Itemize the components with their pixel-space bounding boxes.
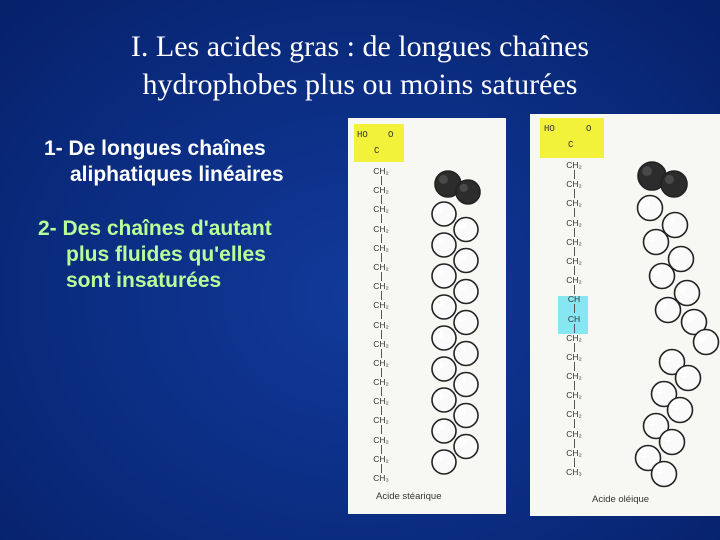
carbon-atom (676, 366, 701, 391)
carbon-atom (454, 218, 478, 242)
atom-highlight (697, 333, 706, 342)
oleic-space-filling-model (614, 150, 720, 490)
stearic-group-label: CH₂ (373, 415, 389, 426)
slide-title (0, 28, 720, 104)
chain-group (559, 333, 589, 352)
stearic-c-label: C (374, 146, 380, 156)
oleic-group-label: CH₂ (566, 428, 582, 439)
oleic-group-label: CH₂ (566, 160, 582, 170)
atom-highlight (458, 345, 466, 353)
atom-highlight (436, 330, 444, 338)
atom-highlight (458, 407, 466, 415)
chain-group (559, 467, 589, 486)
atom-highlight (436, 268, 444, 276)
atom-highlight (436, 299, 444, 307)
chain-group (366, 281, 396, 300)
bullet-linear-chains (44, 136, 284, 188)
oleic-group-label: CH₃ (566, 467, 582, 477)
bullet-1-line-1: 1- De longues chaînes (44, 137, 266, 160)
carbon-atom (694, 330, 719, 355)
chain-group (366, 224, 396, 243)
atom-highlight (647, 233, 656, 242)
chain-group (559, 352, 589, 371)
chain-group (559, 314, 589, 333)
carbon-atom (668, 398, 693, 423)
chain-group (366, 243, 396, 262)
atom-highlight (458, 376, 466, 384)
oleic-group-label: CH₂ (566, 236, 582, 247)
atom-highlight (436, 454, 444, 462)
chain-group (559, 409, 589, 428)
carbon-atom (454, 311, 478, 335)
carbon-atom (432, 326, 456, 350)
carbon-atom (454, 249, 478, 273)
atom-highlight (436, 237, 444, 245)
atom-highlight (663, 353, 672, 362)
stearic-group-label: CH₂ (373, 453, 389, 464)
stearic-group-label: CH₂ (373, 300, 389, 311)
atom-highlight (458, 438, 466, 446)
atom-highlight (663, 433, 672, 442)
chain-group (366, 435, 396, 454)
carbon-atom (644, 230, 669, 255)
chain-group (366, 358, 396, 377)
carbon-atom (432, 202, 456, 226)
bullet-1-line-2: aliphatiques linéaires (70, 163, 284, 186)
chain-group (559, 275, 589, 294)
stearic-group-label: CH₂ (373, 204, 389, 215)
chain-group (559, 448, 589, 467)
oleic-group-label: CH (567, 294, 581, 305)
oleic-group-label: CH₂ (566, 351, 582, 362)
bullet-2-line-1: 2- Des chaînes d'autant (38, 217, 272, 240)
stearic-group-label: CH₂ (373, 377, 389, 388)
chain-group (559, 179, 589, 198)
atom-highlight (659, 301, 668, 310)
oleic-group-label: CH₂ (566, 179, 582, 190)
oleic-group-label: CH₂ (566, 198, 582, 209)
chain-group (366, 339, 396, 358)
stearic-group-label: CH₂ (373, 396, 389, 407)
atom-highlight (460, 184, 468, 192)
chain-group (366, 185, 396, 204)
carbon-atom (454, 404, 478, 428)
chain-group (559, 198, 589, 217)
stearic-group-label: CH₂ (373, 338, 389, 349)
carbon-atom (432, 233, 456, 257)
oleic-group-label: CH₂ (566, 390, 582, 401)
oleic-group-label: CH₂ (566, 255, 582, 266)
oleic-c-label: C (568, 140, 574, 150)
stearic-group-label: CH₂ (373, 261, 389, 272)
chain-group (366, 415, 396, 434)
atom-highlight (655, 385, 664, 394)
carbon-atom (432, 450, 456, 474)
atom-highlight (439, 175, 448, 184)
oleic-group-label: CH₂ (566, 371, 582, 382)
oleic-group-label: CH₂ (566, 332, 582, 343)
atom-highlight (685, 313, 694, 322)
atom-highlight (653, 267, 662, 276)
oleic-group-label: CH₂ (566, 275, 582, 286)
atom-highlight (671, 401, 680, 410)
atom-highlight (679, 369, 688, 378)
chain-group (366, 320, 396, 339)
stearic-group-label: CH₂ (373, 242, 389, 253)
oleic-o-label: O (586, 124, 592, 134)
oleic-caption: Acide oléique (592, 494, 650, 505)
bullet-2-line-2: plus fluides qu'elles (66, 243, 266, 266)
title-line-1: I. Les acides gras : de longues chaînes (130, 30, 590, 63)
oleic-acid-figure (530, 114, 720, 516)
oleic-group-label: CH₂ (566, 217, 582, 228)
atom-highlight (678, 284, 687, 293)
chain-group (559, 256, 589, 275)
stearic-group-label: CH₂ (373, 357, 389, 368)
stearic-group-label: CH₃ (373, 473, 389, 483)
chain-group (366, 454, 396, 473)
carbon-atom (454, 280, 478, 304)
oleic-formula (559, 160, 589, 486)
atom-highlight (641, 199, 650, 208)
oxygen-atom (456, 180, 480, 204)
bullet-2-line-3: sont insaturées (66, 269, 222, 292)
oleic-group-label: CH (567, 313, 581, 324)
atom-highlight (666, 216, 675, 225)
chain-group (559, 237, 589, 256)
stearic-o-label: O (388, 130, 394, 140)
chain-group (559, 160, 589, 179)
stearic-group-label: CH₂ (373, 223, 389, 234)
atom-highlight (436, 361, 444, 369)
atom-highlight (639, 449, 648, 458)
carbon-atom (432, 295, 456, 319)
chain-group (366, 166, 396, 185)
carbon-atom (432, 388, 456, 412)
chain-group (559, 218, 589, 237)
chain-group (559, 429, 589, 448)
carbon-atom (432, 357, 456, 381)
oleic-ho-label: HO (544, 124, 555, 134)
carbon-atom (656, 298, 681, 323)
stearic-group-label: CH₂ (373, 434, 389, 445)
carbon-atom (454, 435, 478, 459)
stearic-ho-label: HO (357, 130, 368, 140)
atom-highlight (458, 283, 466, 291)
atom-highlight (655, 465, 664, 474)
carbon-atom (652, 462, 677, 487)
chain-group (366, 300, 396, 319)
carbon-atom (432, 419, 456, 443)
title-line-2: hydrophobes plus ou moins saturées (142, 68, 578, 101)
chain-group (559, 390, 589, 409)
chain-group (559, 371, 589, 390)
atom-highlight (436, 206, 444, 214)
chain-group (366, 473, 396, 492)
bullet-fluidity (38, 216, 272, 294)
stearic-caption: Acide stéarique (376, 491, 442, 502)
chain-group (559, 294, 589, 313)
carbon-atom (454, 373, 478, 397)
carbon-atom (650, 264, 675, 289)
carbon-atom (638, 196, 663, 221)
chain-group (366, 377, 396, 396)
chain-group (366, 204, 396, 223)
oxygen-atom (661, 171, 687, 197)
carbon-atom (454, 342, 478, 366)
chain-group (366, 262, 396, 281)
stearic-group-label: CH₂ (373, 319, 389, 330)
chain-group (366, 396, 396, 415)
atom-highlight (647, 417, 656, 426)
atom-highlight (458, 221, 466, 229)
oleic-group-label: CH₂ (566, 447, 582, 458)
atom-highlight (458, 314, 466, 322)
atom-highlight (436, 423, 444, 431)
atom-highlight (665, 175, 674, 184)
atom-highlight (458, 252, 466, 260)
carbon-atom (432, 264, 456, 288)
stearic-space-filling-model (416, 158, 506, 488)
carbon-atom (660, 430, 685, 455)
atom-highlight (642, 166, 652, 176)
stearic-formula (366, 166, 396, 492)
stearic-group-label: CH₂ (373, 166, 389, 176)
atom-highlight (436, 392, 444, 400)
stearic-group-label: CH₂ (373, 281, 389, 292)
stearic-acid-figure (348, 118, 506, 514)
stearic-group-label: CH₂ (373, 185, 389, 196)
oleic-group-label: CH₂ (566, 409, 582, 420)
atom-highlight (672, 250, 681, 259)
